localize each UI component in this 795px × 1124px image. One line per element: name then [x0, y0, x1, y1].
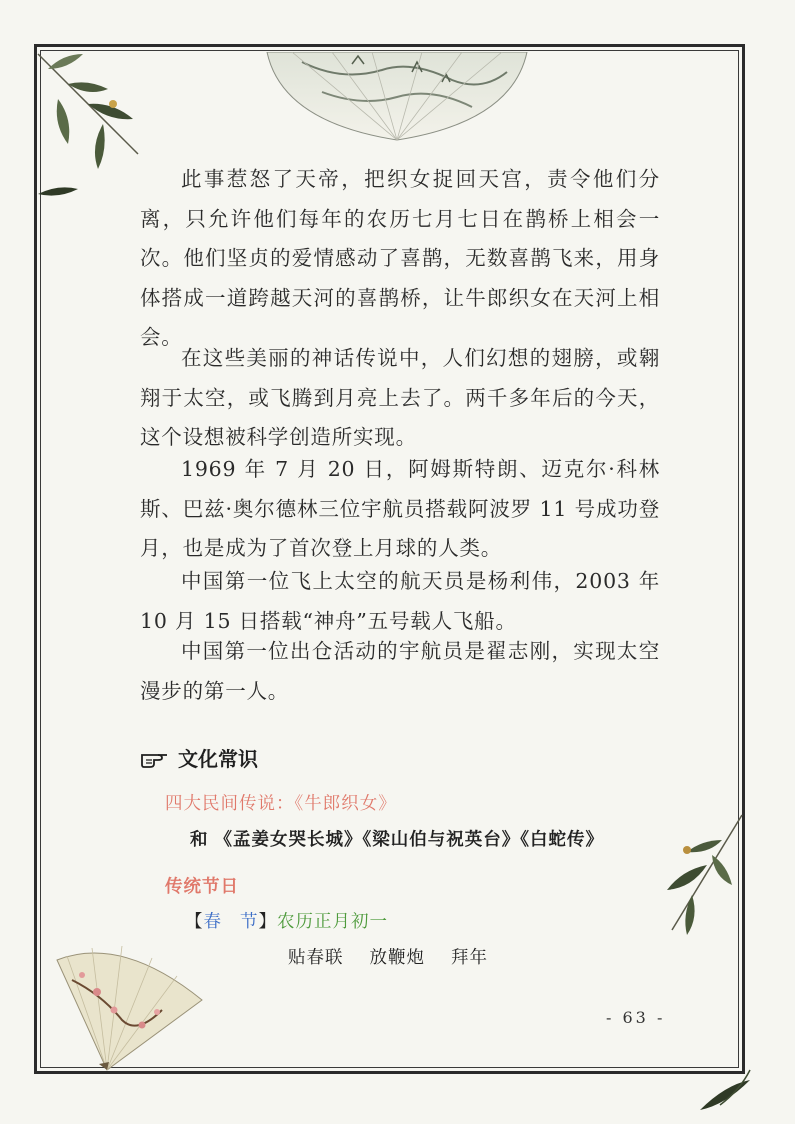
page-number: - 63 -	[606, 1008, 666, 1027]
festival-date: 农历正月初一	[277, 912, 388, 932]
story-paragraph: 此事惹怒了天帝，把织女捉回天宫，责令他们分离，只允许他们每年的农历七月七日在鹊桥上相会一次。他们坚贞的爱情感动了喜鹊，无数喜鹊飞来，用身体搭成一道跨越天河的喜鹊桥，让牛郎织女在天河上相会。	[140, 167, 660, 349]
culture-heading-text: 文化常识	[178, 747, 258, 771]
four-legends-list	[190, 826, 604, 851]
culture-section-heading	[140, 743, 258, 772]
festival-name-char-1: 春	[203, 912, 222, 932]
bamboo-leaf-decoration	[690, 1040, 770, 1120]
traditional-festivals-heading: 传统节日	[165, 877, 239, 897]
pointing-hand-icon	[140, 747, 170, 769]
bracket-open: 【	[185, 912, 204, 932]
bamboo-branch-decoration	[652, 810, 752, 950]
custom-item: 放鞭炮	[369, 948, 425, 968]
custom-item: 拜年	[451, 948, 488, 968]
plum-blossom-fan-decoration	[52, 940, 207, 1075]
moon-landing-paragraph: 1969 年 7 月 20 日，阿姆斯特朗、迈克尔·科林斯、巴兹·奥尔德林三位宇航员搭载阿波罗 11 号成功登月，也是成为了首次登上月球的人类。	[140, 457, 660, 560]
bamboo-leaves-decoration	[18, 44, 148, 214]
landscape-fan-decoration	[262, 52, 532, 142]
bracket-close: 】	[258, 912, 277, 932]
yang-liwei-paragraph: 中国第一位飞上太空的航天员是杨利伟，2003 年 10 月 15 日搭载“神舟”五号载人飞船。	[140, 569, 660, 633]
festival-name-char-2: 节	[240, 912, 259, 932]
myth-paragraph: 在这些美丽的神话传说中，人们幻想的翅膀，或翱翔于太空，或飞腾到月亮上去了。两千多年后的今天，这个设想被科学创造所实现。	[140, 346, 660, 449]
spring-festival-line	[185, 908, 388, 933]
legends-rest-text: 《孟姜女哭长城》《梁山伯与祝英台》《白蛇传》	[214, 830, 604, 850]
zhai-zhigang-paragraph: 中国第一位出仓活动的宇航员是翟志刚，实现太空漫步的第一人。	[140, 639, 660, 703]
four-legends-label: 四大民间传说：《牛郎织女》	[165, 794, 397, 814]
legends-and-text: 和	[190, 830, 209, 850]
festival-customs	[288, 944, 488, 969]
custom-item: 贴春联	[288, 948, 344, 968]
